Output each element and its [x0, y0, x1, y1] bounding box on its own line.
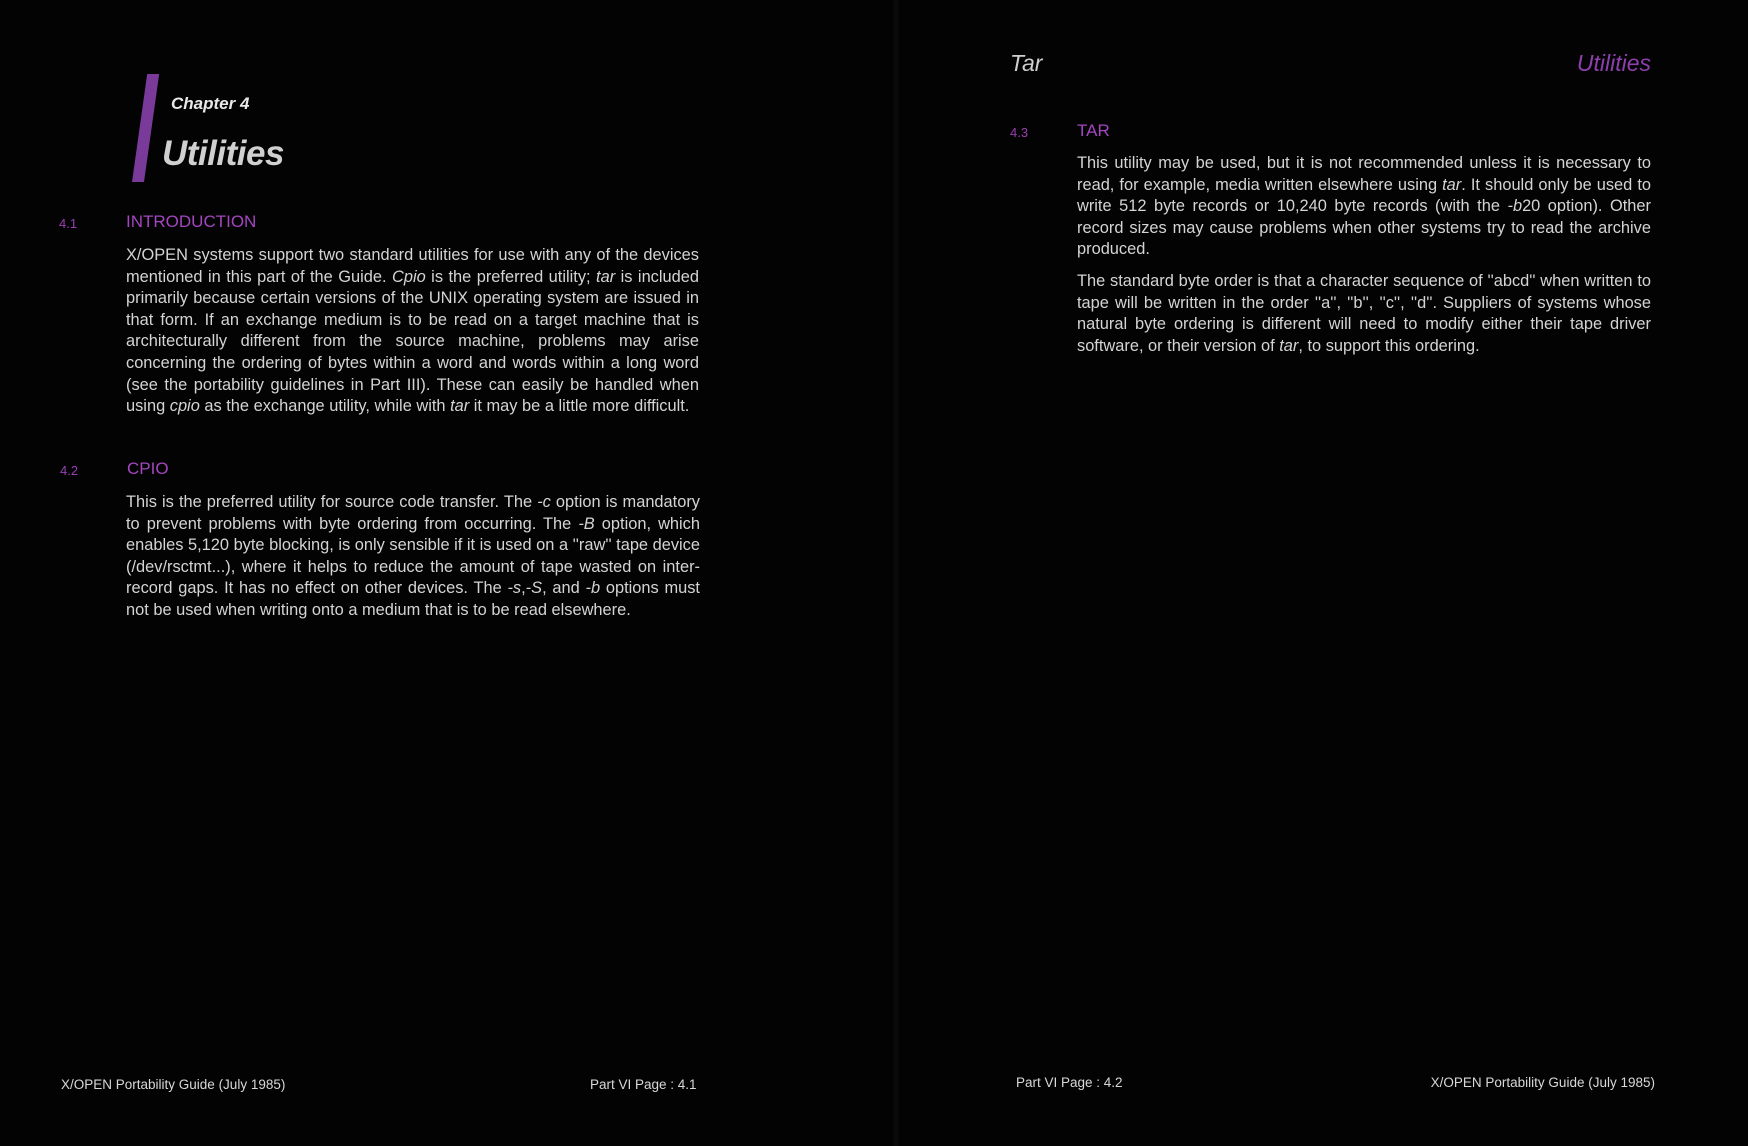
chapter-title: Utilities: [162, 134, 284, 173]
running-header-right: Utilities: [1576, 50, 1651, 76]
section-title: CPIO: [127, 459, 169, 478]
section-body: [126, 492, 700, 632]
section-title: INTRODUCTION: [126, 212, 257, 231]
footer-right: X/OPEN Portability Guide (July 1985): [1430, 1075, 1655, 1090]
footer-left: X/OPEN Portability Guide (July 1985): [61, 1077, 286, 1092]
section-number: 4.1: [59, 216, 78, 231]
section-body: [1077, 153, 1651, 367]
section-number: 4.3: [1010, 125, 1029, 140]
section-body: [126, 245, 699, 428]
footer-page-number: Part VI Page : 4.2: [1016, 1075, 1123, 1090]
section-number: 4.2: [60, 463, 79, 478]
right-page: [899, 0, 1748, 1146]
running-header-left: Tar: [1010, 50, 1043, 76]
footer-page-number: Part VI Page : 4.1: [590, 1077, 697, 1092]
paragraph: This is the preferred utility for source code transfer. The -c option is mandatory to prevent problems with byte ordering from occurring. The -B option, which enables 5,120 byte blocking, is only sensible if it is used on a ''raw'' tape device (/dev/rsctmt...), where it helps to reduce the amount of tape wasted on inter-record gaps. It has no effect on other devices. The -s,-S, and -b options must not be used when writing onto a medium that is to be read elsewhere.: [126, 493, 700, 619]
paragraph: The standard byte order is that a character sequence of ''abcd'' when written to tape will be written in the order ''a'', ''b'', ''c'', ''d''. Suppliers of systems whose natural byte ordering is different will need to modify either their tape driver software, or their version of tar, to support this ordering.: [1077, 271, 1651, 355]
paragraph: X/OPEN systems support two standard utilities for use with any of the devices mentioned in this part of the Guide. Cpio is the preferred utility; tar is included primarily because certain versions of the UNIX operating system are issued in that form. If an exchange medium is to be read on a target machine that is architecturally different from the source machine, problems may arise concerning the ordering of bytes within a word and words within a long word (see the portability guidelines in Part III). These can easily be handled when using cpio as the exchange utility, while with tar it may be a little more difficult.: [126, 246, 699, 416]
chapter-label: Chapter 4: [171, 94, 250, 113]
section-title: TAR: [1077, 121, 1110, 140]
chapter-accent-bar: [132, 74, 159, 182]
paragraph: This utility may be used, but it is not recommended unless it is necessary to read, for example, media written elsewhere using tar. It should only be used to write 512 byte records or 10,240 byte records (with the -b20 option). Other record sizes may cause problems when other systems try to read the archive produced.: [1077, 154, 1652, 259]
